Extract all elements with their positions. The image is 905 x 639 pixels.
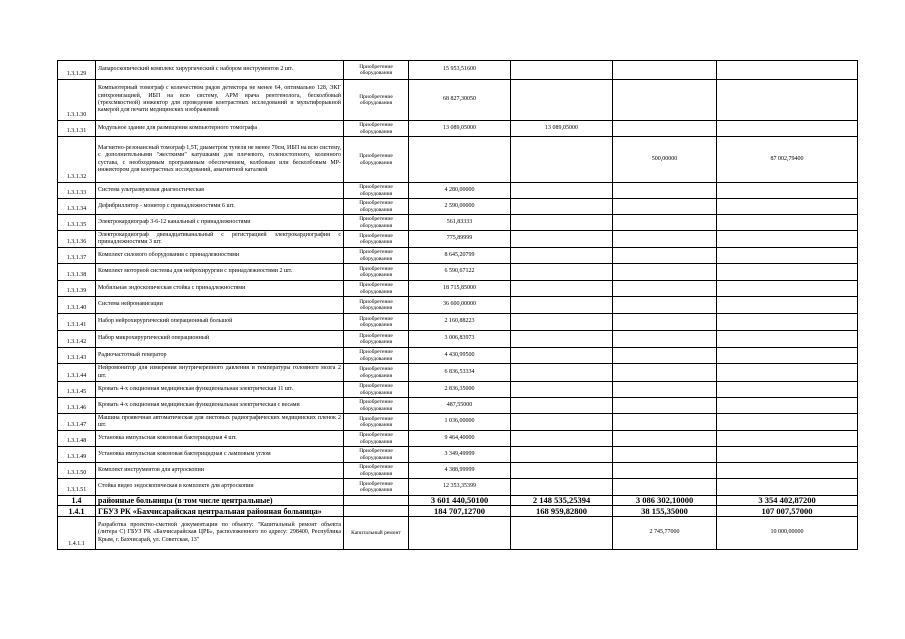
table-row [58, 137, 858, 183]
value-3 [613, 297, 717, 314]
table-row [58, 61, 858, 80]
table-row [58, 506, 858, 517]
value-3: 38 155,35000 [613, 506, 717, 517]
value-4 [717, 264, 858, 281]
value-3 [613, 231, 717, 248]
value-2 [511, 479, 613, 496]
value-1: 3 349,49999 [409, 447, 511, 463]
value-2 [511, 348, 613, 364]
value-2 [511, 264, 613, 281]
budget-table [57, 60, 858, 550]
row-type [344, 496, 409, 506]
value-1: 15 953,51600 [409, 61, 511, 80]
row-name: Комплект моторной системы для нейрохирургии с принадлежностями 2 шт. [96, 264, 344, 281]
table-row [58, 215, 858, 231]
value-1 [409, 517, 511, 550]
row-number: 1.4.1 [58, 506, 96, 517]
value-4 [717, 398, 858, 414]
table-row [58, 414, 858, 431]
table-row [58, 248, 858, 264]
table-row [58, 183, 858, 199]
row-name: Система нейронавигации [96, 297, 344, 314]
value-4 [717, 364, 858, 382]
value-2: 13 089,05000 [511, 121, 613, 137]
row-type: Приобретение оборудования [344, 414, 409, 431]
value-3 [613, 61, 717, 80]
row-number: 1.3.1.41 [58, 314, 96, 331]
row-name: Система ультразвуковая диагностическая [96, 183, 344, 199]
row-type: Приобретение оборудования [344, 398, 409, 414]
row-name: Радиочастотный генератор [96, 348, 344, 364]
value-4 [717, 248, 858, 264]
row-type [344, 506, 409, 517]
value-1: 3 006,83973 [409, 331, 511, 348]
value-3 [613, 281, 717, 297]
value-4 [717, 183, 858, 199]
value-2 [511, 382, 613, 398]
row-name: Набор нейрохирургический операционный большой [96, 314, 344, 331]
table-row [58, 517, 858, 550]
value-2 [511, 281, 613, 297]
value-4 [717, 199, 858, 215]
value-4 [717, 314, 858, 331]
value-4 [717, 479, 858, 496]
value-2 [511, 215, 613, 231]
row-number: 1.3.1.32 [58, 137, 96, 183]
value-2 [511, 431, 613, 447]
row-type: Приобретение оборудования [344, 264, 409, 281]
row-number: 1.3.1.31 [58, 121, 96, 137]
value-4 [717, 382, 858, 398]
table-row [58, 496, 858, 506]
value-2 [511, 398, 613, 414]
value-3 [613, 215, 717, 231]
row-type: Приобретение оборудования [344, 364, 409, 382]
table-row [58, 297, 858, 314]
value-1: 6 590,67122 [409, 264, 511, 281]
row-number: 1.3.1.46 [58, 398, 96, 414]
value-3 [613, 248, 717, 264]
row-name: районные больницы (в том числе центральные) [96, 496, 344, 506]
row-number: 1.3.1.29 [58, 61, 96, 80]
row-name: Набор микрохирургический операционный [96, 331, 344, 348]
table-row [58, 479, 858, 496]
row-type: Приобретение оборудования [344, 382, 409, 398]
value-3 [613, 447, 717, 463]
value-3: 500,00000 [613, 137, 717, 183]
row-number: 1.3.1.48 [58, 431, 96, 447]
row-type: Приобретение оборудования [344, 231, 409, 248]
value-1: 9 464,40000 [409, 431, 511, 447]
row-number: 1.4 [58, 496, 96, 506]
value-1: 36 600,00000 [409, 297, 511, 314]
table-row [58, 199, 858, 215]
row-number: 1.3.1.35 [58, 215, 96, 231]
value-3 [613, 314, 717, 331]
row-number: 1.3.1.50 [58, 463, 96, 479]
value-2: 2 148 535,25394 [511, 496, 613, 506]
table-row [58, 121, 858, 137]
value-1 [409, 137, 511, 183]
value-4 [717, 61, 858, 80]
row-name: Модульное здание для размещения компьютерного томографа [96, 121, 344, 137]
value-3 [613, 264, 717, 281]
value-1: 775,89999 [409, 231, 511, 248]
value-4 [717, 431, 858, 447]
table-row [58, 231, 858, 248]
value-1: 561,83333 [409, 215, 511, 231]
row-name: Комплект инструментов для артроскопии [96, 463, 344, 479]
row-name: Разработка проектно-сметной документации по объекту: "Капитальный ремонт объекта (литера С) ГБУЗ РК «Бахчисарайская ЦРБ», расположенного по адресу: 298400, Республика Крым, г. Бахчисарай, ул. Советская, 13" [96, 517, 344, 550]
value-2 [511, 364, 613, 382]
row-type: Приобретение оборудования [344, 463, 409, 479]
table-row [58, 398, 858, 414]
table-row [58, 348, 858, 364]
row-number: 1.3.1.47 [58, 414, 96, 431]
value-1: 4 388,99999 [409, 463, 511, 479]
value-4 [717, 348, 858, 364]
value-3 [613, 414, 717, 431]
value-3 [613, 183, 717, 199]
row-name: Кровать 4-х секционная медицинская функциональная электрическая 11 шт. [96, 382, 344, 398]
value-1: 184 707,12700 [409, 506, 511, 517]
row-name: Электрокардиограф 3-6-12 канальный с принадлежностями [96, 215, 344, 231]
value-4: 10 000,00000 [717, 517, 858, 550]
table-row [58, 314, 858, 331]
row-number: 1.3.1.43 [58, 348, 96, 364]
value-4 [717, 231, 858, 248]
row-number: 1.3.1.36 [58, 231, 96, 248]
row-type: Приобретение оборудования [344, 80, 409, 121]
row-type: Приобретение оборудования [344, 199, 409, 215]
value-3 [613, 80, 717, 121]
row-name: Установка импульсная коконовая бактерицидная с ламповым углом [96, 447, 344, 463]
value-4 [717, 414, 858, 431]
value-2 [511, 297, 613, 314]
row-number: 1.3.1.40 [58, 297, 96, 314]
value-2 [511, 183, 613, 199]
table-row [58, 447, 858, 463]
value-1: 4 280,00000 [409, 183, 511, 199]
value-4 [717, 297, 858, 314]
row-type: Приобретение оборудования [344, 348, 409, 364]
row-number: 1.3.1.30 [58, 80, 96, 121]
value-4 [717, 80, 858, 121]
value-1: 12 353,35399 [409, 479, 511, 496]
value-3 [613, 331, 717, 348]
row-number: 1.3.1.34 [58, 199, 96, 215]
row-type: Приобретение оборудования [344, 431, 409, 447]
row-number: 1.3.1.33 [58, 183, 96, 199]
value-2 [511, 199, 613, 215]
value-3 [613, 398, 717, 414]
row-type: Приобретение оборудования [344, 447, 409, 463]
value-3 [613, 348, 717, 364]
row-name: Электрокардиограф двенадцатиканальный с регистрацией электрокардиографии с принадлежностями 3 шт. [96, 231, 344, 248]
row-name: Кровать 4-х секционная медицинская функциональная электрическая с весами [96, 398, 344, 414]
row-number: 1.3.1.49 [58, 447, 96, 463]
row-name: Машина проявочная автоматическая для листовых радиографических медицинских пленок 2 шт. [96, 414, 344, 431]
row-type: Приобретение оборудования [344, 183, 409, 199]
value-2 [511, 463, 613, 479]
table-row [58, 80, 858, 121]
value-1: 487,55000 [409, 398, 511, 414]
value-2 [511, 80, 613, 121]
row-type: Приобретение оборудования [344, 314, 409, 331]
value-2 [511, 137, 613, 183]
row-name: Дефибриллятор - монитор с принадлежностями 6 шт. [96, 199, 344, 215]
table-row [58, 281, 858, 297]
row-name: Стойка видео эндоскопическая в комплекте для артроскопии [96, 479, 344, 496]
value-2: 168 959,82800 [511, 506, 613, 517]
row-type: Приобретение оборудования [344, 121, 409, 137]
value-2 [511, 447, 613, 463]
row-name: ГБУЗ РК «Бахчисарайская центральная районная больница» [96, 506, 344, 517]
row-type: Приобретение оборудования [344, 248, 409, 264]
row-number: 1.3.1.45 [58, 382, 96, 398]
row-type: Приобретение оборудования [344, 479, 409, 496]
value-2 [511, 231, 613, 248]
row-type: Приобретение оборудования [344, 331, 409, 348]
value-1: 2 836,35000 [409, 382, 511, 398]
value-4: 3 354 402,87200 [717, 496, 858, 506]
value-1: 2 590,00000 [409, 199, 511, 215]
table-row [58, 264, 858, 281]
row-name: Мобильная эндоскопическая стойка с принадлежностями [96, 281, 344, 297]
value-2 [511, 331, 613, 348]
row-type: Приобретение оборудования [344, 137, 409, 183]
row-number: 1.3.1.39 [58, 281, 96, 297]
value-1: 2 160,88223 [409, 314, 511, 331]
value-4 [717, 463, 858, 479]
row-number: 1.4.1.1 [58, 517, 96, 550]
value-3 [613, 121, 717, 137]
value-1: 13 089,05000 [409, 121, 511, 137]
value-3 [613, 479, 717, 496]
table-row [58, 382, 858, 398]
row-name: Лапароскопический комплекс хирургический с набором инструментов 2 шт. [96, 61, 344, 80]
row-type: Приобретение оборудования [344, 61, 409, 80]
value-3: 3 086 302,10000 [613, 496, 717, 506]
value-1: 3 601 440,50100 [409, 496, 511, 506]
row-name: Нейромонитор для измерения внутричерепного давления и температуры головного мозга 2 шт. [96, 364, 344, 382]
row-name: Компьютерный томограф с количеством рядов детектора не менее 64, оптимально 128, ЭКГ синхронизацией, ИБП на всю систему, АРМ врача рентгенолога, бесколбовый (трехсмкостной) инжектор для проведения контрастных исследований и мультифорыкной камерой для печати медицинских изображений [96, 80, 344, 121]
value-3 [613, 463, 717, 479]
value-1: 1 036,00000 [409, 414, 511, 431]
value-4 [717, 215, 858, 231]
value-4 [717, 331, 858, 348]
value-4: 107 007,57000 [717, 506, 858, 517]
row-name: Магнитно-резонансный томограф 1,5Т, диаметром тунеля не менее 70см, ИБП на всю систему, с дополнительными "жесткими" катушками для плечевого, голеностопного, коленного сустава, с необходимым программным обеспечением, колбовым или бесколбовым МР-инжектором для контрастных исследований, амагнитной каталкой [96, 137, 344, 183]
value-4 [717, 121, 858, 137]
table-row [58, 364, 858, 382]
value-2 [511, 314, 613, 331]
row-number: 1.3.1.44 [58, 364, 96, 382]
value-3 [613, 431, 717, 447]
value-4 [717, 281, 858, 297]
table-body [58, 61, 858, 550]
row-type: Приобретение оборудования [344, 281, 409, 297]
row-type: Приобретение оборудования [344, 297, 409, 314]
value-4 [717, 447, 858, 463]
value-3 [613, 364, 717, 382]
row-type: Приобретение оборудования [344, 215, 409, 231]
value-2 [511, 414, 613, 431]
value-3 [613, 382, 717, 398]
row-number: 1.3.1.38 [58, 264, 96, 281]
value-2 [511, 517, 613, 550]
row-number: 1.3.1.42 [58, 331, 96, 348]
table-row [58, 463, 858, 479]
row-number: 1.3.1.37 [58, 248, 96, 264]
value-1: 68 827,30050 [409, 80, 511, 121]
value-1: 4 430,99500 [409, 348, 511, 364]
row-name: Установка импульсная коконовая бактерицидная 4 шт. [96, 431, 344, 447]
value-2 [511, 248, 613, 264]
value-4: 87 002,79400 [717, 137, 858, 183]
value-1: 18 715,85000 [409, 281, 511, 297]
value-3: 2 745,77000 [613, 517, 717, 550]
row-number: 1.3.1.51 [58, 479, 96, 496]
table-row [58, 431, 858, 447]
row-name: Комплект силового оборудования с принадлежностями [96, 248, 344, 264]
value-1: 8 645,20799 [409, 248, 511, 264]
row-type: Капитальный ремонт [344, 517, 409, 550]
value-3 [613, 199, 717, 215]
value-1: 6 836,53334 [409, 364, 511, 382]
table-row [58, 331, 858, 348]
value-2 [511, 61, 613, 80]
